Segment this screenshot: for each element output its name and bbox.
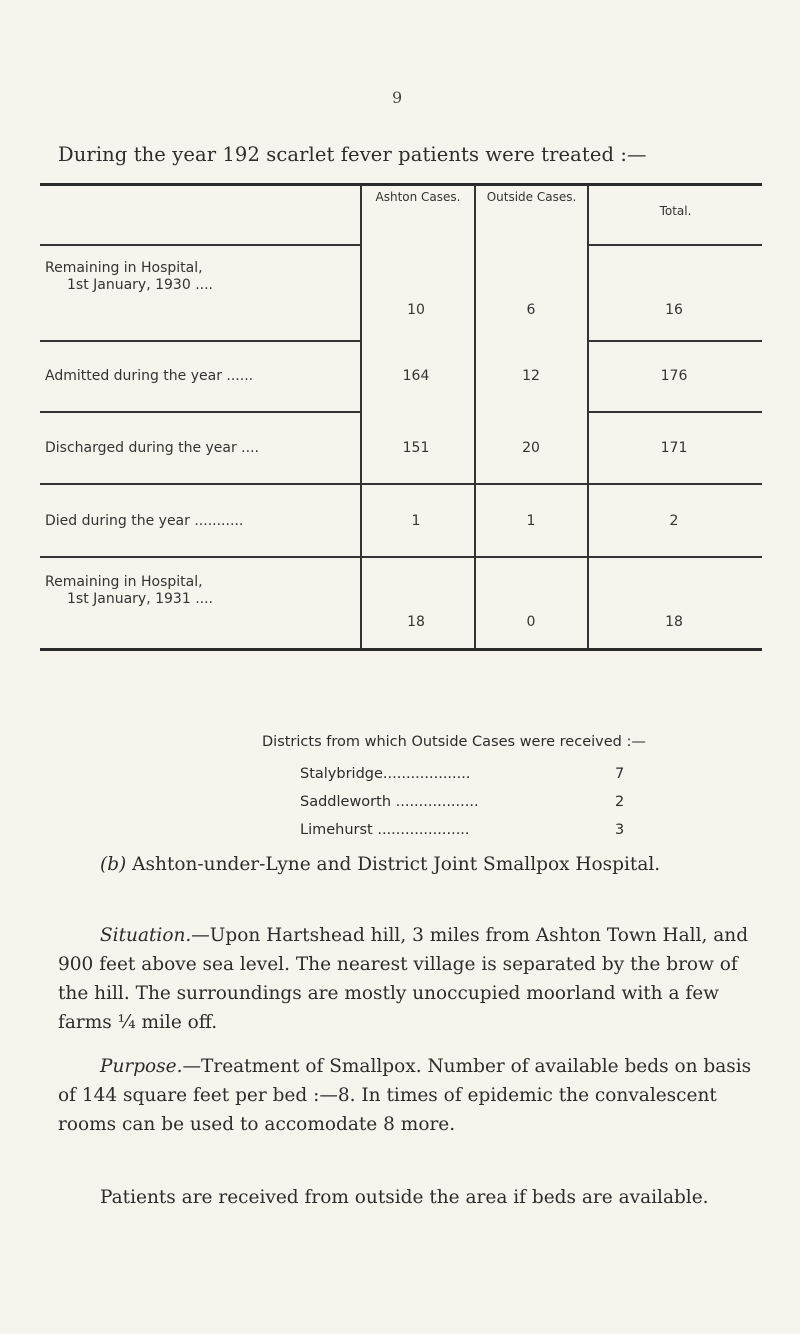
row-divider <box>40 340 360 342</box>
table-bottom-rule <box>40 648 762 651</box>
district-count: 2 <box>615 794 625 810</box>
district-row <box>300 766 625 782</box>
section-b-heading <box>58 850 758 879</box>
header-ashton-cases: Ashton Cases. <box>375 190 461 204</box>
closing-paragraph: Patients are received from outside the area if beds are available. <box>100 1187 709 1208</box>
row-divider <box>40 411 360 413</box>
district-row <box>300 794 625 810</box>
row-label-remaining-1930 <box>45 260 213 294</box>
intro-sentence: During the year 192 scarlet fever patients were treated :— <box>58 143 647 166</box>
row-label-admitted: Admitted during the year ...... <box>45 368 254 384</box>
header-total: Total. <box>659 204 692 218</box>
table-top-rule <box>40 183 762 186</box>
row-divider <box>587 411 762 413</box>
cell-outside: 12 <box>522 368 540 384</box>
cell-total: 18 <box>665 614 683 630</box>
situation-text: —Upon Hartshead hill, 3 miles from Ashton Town Hall, and 900 feet above sea level. The nearest village is separated by the brow of the hill. The surroundings are mostly unoccupied moorland with a few farms ¼ mile off. <box>58 925 749 1033</box>
row-label-line: Remaining in Hospital, <box>45 574 203 590</box>
district-name: Saddleworth .................. <box>300 794 479 810</box>
scarlet-fever-table <box>40 183 762 651</box>
cell-outside: 0 <box>526 614 536 630</box>
cell-total: 2 <box>669 513 679 529</box>
row-divider <box>40 244 360 246</box>
district-count: 7 <box>615 766 625 782</box>
column-divider <box>474 186 476 648</box>
cell-outside: 1 <box>526 513 536 529</box>
cell-ashton: 151 <box>402 440 430 456</box>
district-name: Limehurst .................... <box>300 822 470 838</box>
cell-ashton: 18 <box>407 614 425 630</box>
cell-ashton: 1 <box>411 513 421 529</box>
districts-title: Districts from which Outside Cases were received :— <box>262 734 646 750</box>
column-divider <box>360 186 362 648</box>
row-divider <box>587 244 762 246</box>
cell-total: 16 <box>665 302 683 318</box>
header-outside-cases: Outside Cases. <box>486 190 577 204</box>
page-number: 9 <box>392 88 403 107</box>
situation-label: Situation. <box>100 925 192 946</box>
district-name: Stalybridge................... <box>300 766 471 782</box>
section-label: (b) <box>100 854 127 875</box>
row-label-line: Remaining in Hospital, <box>45 260 203 276</box>
row-divider <box>40 483 762 485</box>
row-divider <box>40 556 762 558</box>
section-heading-text: Ashton-under-Lyne and District Joint Smallpox Hospital. <box>132 854 661 875</box>
column-divider <box>587 186 589 648</box>
row-divider <box>587 340 762 342</box>
cell-outside: 20 <box>522 440 540 456</box>
district-row <box>300 822 625 838</box>
row-label-remaining-1931 <box>45 574 213 608</box>
row-label-died: Died during the year ........... <box>45 513 244 529</box>
cell-ashton: 10 <box>407 302 425 318</box>
row-label-discharged: Discharged during the year .... <box>45 440 259 456</box>
cell-outside: 6 <box>526 302 536 318</box>
cell-total: 171 <box>660 440 688 456</box>
situation-paragraph <box>58 921 758 1037</box>
purpose-label: Purpose. <box>100 1056 183 1077</box>
row-label-line: 1st January, 1931 .... <box>67 591 213 607</box>
cell-ashton: 164 <box>402 368 430 384</box>
purpose-paragraph <box>58 1052 758 1139</box>
cell-total: 176 <box>660 368 688 384</box>
row-label-line: 1st January, 1930 .... <box>67 277 213 293</box>
purpose-text: —Treatment of Smallpox. Number of available beds on basis of 144 square feet per bed :—8. In times of epidemic the convalescent rooms can be used to accomodate 8 more. <box>58 1056 752 1135</box>
district-count: 3 <box>615 822 625 838</box>
